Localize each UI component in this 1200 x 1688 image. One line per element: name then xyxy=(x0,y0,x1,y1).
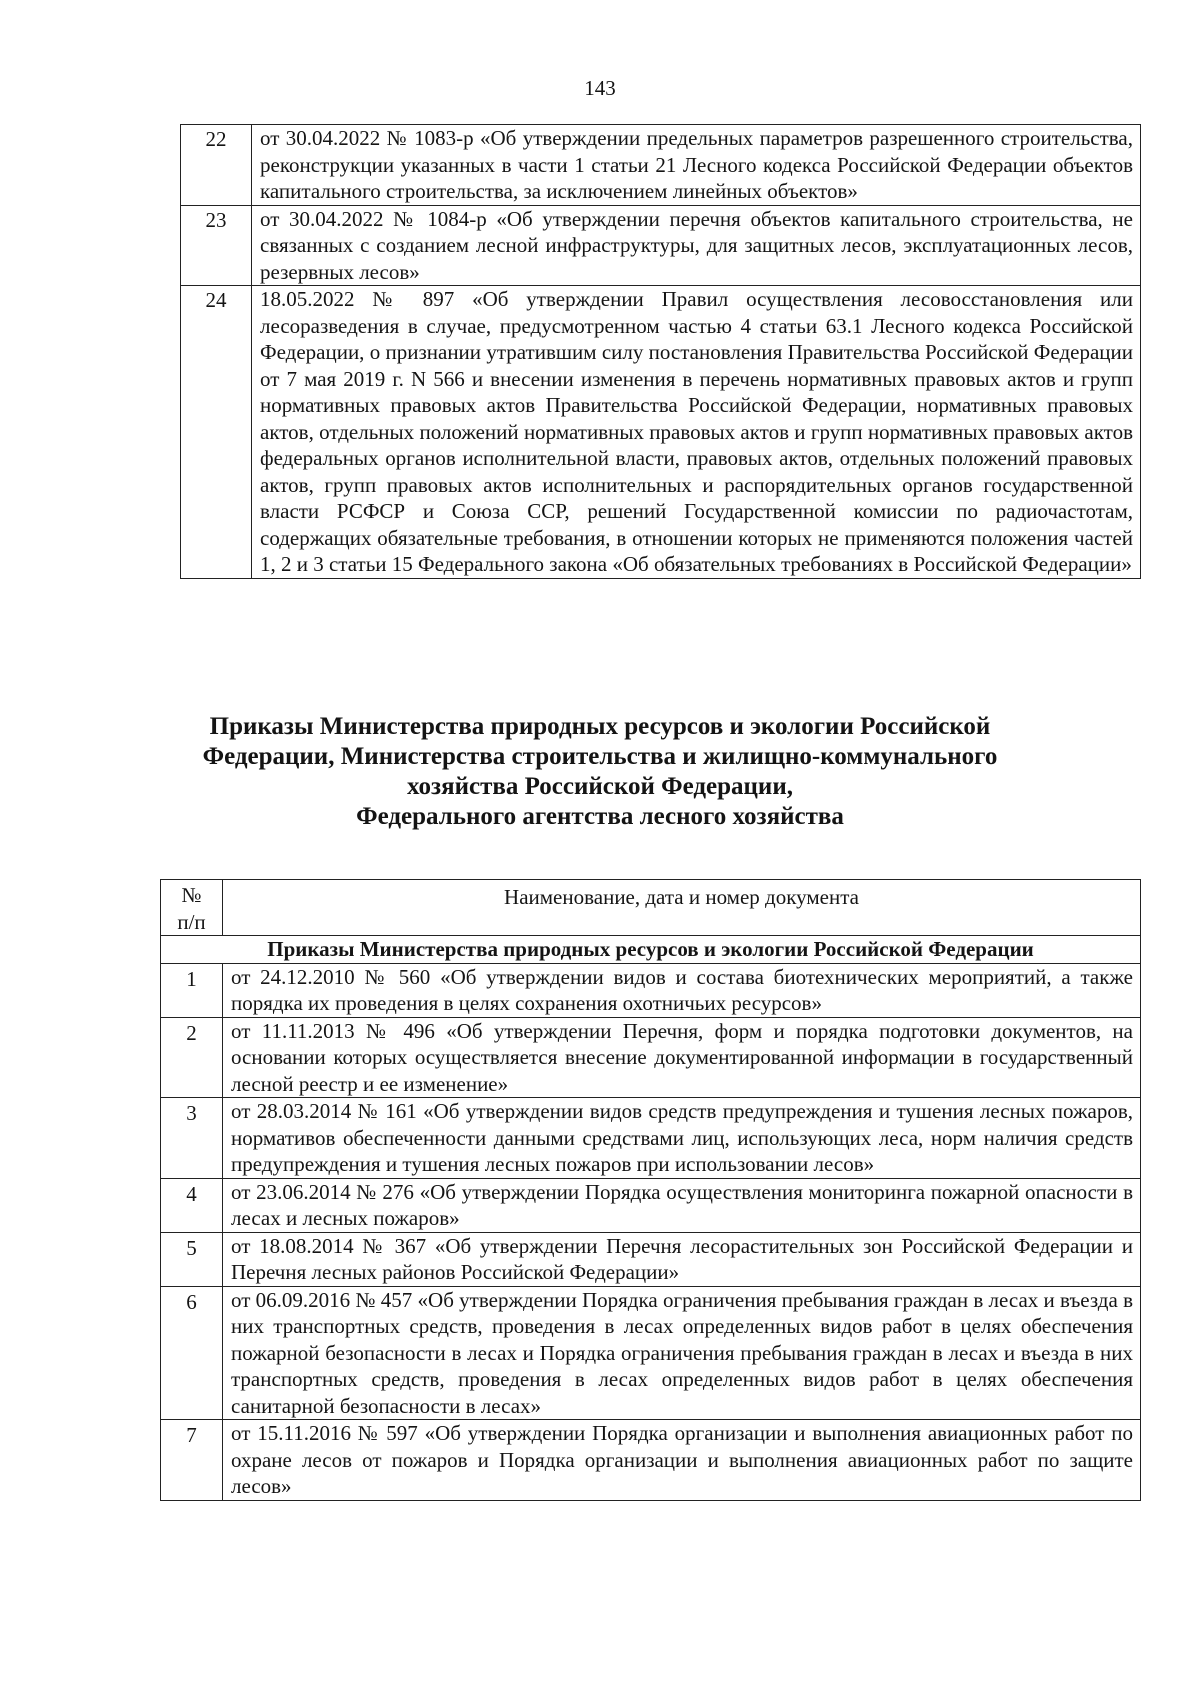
row-number: 6 xyxy=(161,1286,223,1420)
table-row xyxy=(161,1178,1141,1232)
number-header-line: № xyxy=(181,883,202,907)
number-header-line: п/п xyxy=(177,909,206,934)
table-row xyxy=(161,1017,1141,1098)
section-title: Приказы Министерства природных ресурсов и экологии Российской Федерации xyxy=(161,936,1141,964)
document-description: от 24.12.2010 № 560 «Об утверждении видов и состава биотехнических мероприятий, а также порядка их проведения в целях сохранения охотничьих ресурсов» xyxy=(223,963,1141,1017)
row-number: 24 xyxy=(181,286,252,579)
heading-line: Приказы Министерства природных ресурсов и экологии Российской xyxy=(209,713,991,740)
table-row xyxy=(181,286,1141,579)
documents-table-continued xyxy=(180,124,1141,579)
table-row xyxy=(181,125,1141,206)
row-number: 3 xyxy=(161,1098,223,1179)
document-description: от 18.08.2014 № 367 «Об утверждении Перечня лесорастительных зон Российской Федерации и Перечня лесных районов Российской Федерации» xyxy=(223,1232,1141,1286)
section-row xyxy=(161,936,1141,964)
heading-line: Федерального агентства лесного хозяйства xyxy=(356,803,844,830)
document-description: от 30.04.2022 № 1083-р «Об утверждении предельных параметров разрешенного строительства, реконструкции указанных в части 1 статьи 21 Лесного кодекса Российской Федерации объектов капитального строительства, за исключением линейных объектов» xyxy=(252,125,1141,206)
table-header-row xyxy=(161,880,1141,936)
document-description: от 06.09.2016 № 457 «Об утверждении Порядка ограничения пребывания граждан в лесах и въезда в них транспортных средств, проведения в лесах определенных видов работ в целях обеспечения пожарной безопасности в лесах и Порядка ограничения пребывания граждан в лесах и въезда в них транспортных средств, проведения в лесах определенных видов работ в целях обеспечения санитарной безопасности в лесах» xyxy=(223,1286,1141,1420)
document-description: от 11.11.2013 № 496 «Об утверждении Перечня, форм и порядка подготовки документов, на основании которых осуществляется внесение документированной информации в государственный лесной реестр и ее изменение» xyxy=(223,1017,1141,1098)
table-row xyxy=(161,1286,1141,1420)
row-number: 2 xyxy=(161,1017,223,1098)
table-row xyxy=(181,205,1141,286)
document-description: от 30.04.2022 № 1084-р «Об утверждении перечня объектов капитального строительства, не связанных с созданием лесной инфраструктуры, для защитных лесов, эксплуатационных лесов, резервных лесов» xyxy=(252,205,1141,286)
row-number: 5 xyxy=(161,1232,223,1286)
table-row xyxy=(161,1098,1141,1179)
row-number: 4 xyxy=(161,1178,223,1232)
document-description: от 23.06.2014 № 276 «Об утверждении Порядка осуществления мониторинга пожарной опасности в лесах и лесных пожаров» xyxy=(223,1178,1141,1232)
document-description: от 15.11.2016 № 597 «Об утверждении Порядка организации и выполнения авиационных работ по охране лесов от пожаров и Порядка организации и выполнения авиационных работ по защите лесов» xyxy=(223,1420,1141,1501)
document-description: от 28.03.2014 № 161 «Об утверждении видов средств предупреждения и тушения лесных пожаров, нормативов обеспеченности данными средствами лиц, использующих леса, норм наличия средств предупреждения и тушения лесных пожаров при использовании лесов» xyxy=(223,1098,1141,1179)
document-description: 18.05.2022 № 897 «Об утверждении Правил осуществления лесовосстановления или лесоразведения в случае, предусмотренном частью 4 статьи 63.1 Лесного кодекса Российской Федерации, о признании утратившим силу постановления Правительства Российской Федерации от 7 мая 2019 г. N 566 и внесении изменения в перечень нормативных правовых актов и групп нормативных правовых актов Правительства Российской Федерации, нормативных правовых актов, отдельных положений нормативных правовых актов и групп нормативных правовых актов федеральных органов исполнительной власти, правовых актов, отдельных положений правовых актов, групп правовых актов исполнительных и распорядительных органов государственной власти РСФСР и Союза ССР, решений Государственной комиссии по радиочастотам, содержащих обязательные требования, в отношении которых не применяются положения частей 1, 2 и 3 статьи 15 Федерального закона «Об обязательных требованиях в Российской Федерации» xyxy=(252,286,1141,579)
row-number: 23 xyxy=(181,205,252,286)
page-number: 143 xyxy=(584,76,616,100)
title-column-header: Наименование, дата и номер документа xyxy=(223,880,1141,936)
table-row xyxy=(161,963,1141,1017)
number-column-header xyxy=(161,880,223,936)
table-row xyxy=(161,1232,1141,1286)
row-number: 22 xyxy=(181,125,252,206)
section-heading xyxy=(100,712,1100,832)
heading-line: Федерации, Министерства строительства и жилищно-коммунального xyxy=(202,743,998,770)
orders-table xyxy=(160,879,1141,1501)
heading-line: хозяйства Российской Федерации, xyxy=(407,773,793,800)
row-number: 1 xyxy=(161,963,223,1017)
row-number: 7 xyxy=(161,1420,223,1501)
table-row xyxy=(161,1420,1141,1501)
